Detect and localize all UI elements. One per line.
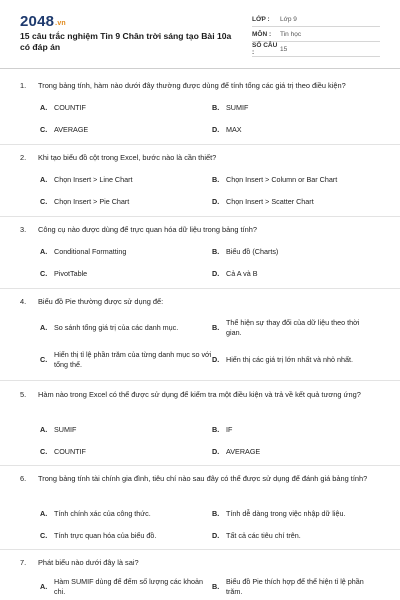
option-letter: A. <box>40 323 48 332</box>
option-text: Thể hiện sự thay đổi của dữ liệu theo thời gian. <box>226 318 360 337</box>
option-letter: A. <box>40 103 48 112</box>
question-text: Công cụ nào được dùng để trực quan hóa dữ liệu trong bảng tính? <box>38 225 257 234</box>
logo-text: 2048 <box>20 13 55 30</box>
option-text: MAX <box>226 125 242 134</box>
meta-label: SỐ CÂU : <box>252 42 278 56</box>
meta-table <box>252 12 380 57</box>
question-divider <box>0 549 400 550</box>
question-number: 1. <box>20 81 27 90</box>
question-divider <box>0 288 400 289</box>
option-text: Chọn Insert > Line Chart <box>54 175 133 184</box>
logo-suffix: .vn <box>55 20 66 27</box>
option-text: Biểu đồ (Charts) <box>226 247 279 256</box>
question-text: Biểu đồ Pie thường được sử dụng để: <box>38 297 164 306</box>
question-number: 4. <box>20 297 27 306</box>
meta-row-subject <box>252 27 380 42</box>
option-letter: D. <box>212 269 220 278</box>
option-letter: D. <box>212 355 220 364</box>
option-letter: B. <box>212 103 220 112</box>
option-text: Tính dễ dàng trong việc nhập dữ liệu. <box>226 509 346 518</box>
option-letter: A. <box>40 582 48 591</box>
meta-value: Tin học <box>280 30 302 38</box>
question-number: 5. <box>20 390 27 399</box>
option-letter: A. <box>40 247 48 256</box>
option-letter: B. <box>212 323 220 332</box>
site-logo[interactable] <box>20 13 66 30</box>
option-letter: A. <box>40 425 48 434</box>
option-text: Cả A và B <box>226 269 258 278</box>
option-letter: D. <box>212 531 220 540</box>
option-text: Hiển thị tỉ lệ phần trăm của từng danh mục so với tổng thể. <box>54 350 212 369</box>
option-text: AVERAGE <box>54 125 89 134</box>
question-text: Phát biểu nào dưới đây là sai? <box>38 558 139 567</box>
option-letter: B. <box>212 247 220 256</box>
header <box>0 0 400 66</box>
option-letter: C. <box>40 355 48 364</box>
question-text: Trong bảng tính, hàm nào dưới đây thường được dùng để tính tổng các giá trị theo điều kiện? <box>38 81 346 90</box>
option-text: Chọn Insert > Scatter Chart <box>226 197 314 206</box>
option-letter: A. <box>40 175 48 184</box>
question-divider <box>0 380 400 381</box>
option-letter: B. <box>212 582 220 591</box>
option-text: Hàm SUMIF dùng để đếm số lượng các khoản chi. <box>54 577 203 596</box>
option-text: So sánh tổng giá trị của các danh mục. <box>54 323 179 332</box>
meta-label: LỚP : <box>252 15 270 23</box>
option-text: Biểu đồ Pie thích hợp để thể hiện tỉ lệ phần trăm. <box>226 577 364 596</box>
option-text: PivotTable <box>54 269 88 278</box>
option-text: Chọn Insert > Column or Bar Chart <box>226 175 338 184</box>
option-text: SUMIF <box>54 425 77 434</box>
option-text: Conditional Formatting <box>54 247 127 256</box>
question-text: Hàm nào trong Excel có thể được sử dụng để kiểm tra một điều kiện và trả về kết quả tương ứng? <box>38 390 361 399</box>
meta-value: 15 <box>280 45 288 53</box>
option-letter: B. <box>212 175 220 184</box>
question-text: Trong bảng tính tài chính gia đình, tiêu chí nào sau đây có thể được sử dụng để đánh giá bảng tính? <box>38 474 368 483</box>
option-letter: D. <box>212 447 220 456</box>
option-letter: D. <box>212 125 220 134</box>
question-number: 2. <box>20 153 27 162</box>
option-text: Tính trực quan hóa của biểu đồ. <box>54 531 157 540</box>
question-divider <box>0 216 400 217</box>
option-text: Tất cả các tiêu chí trên. <box>226 531 301 540</box>
option-letter: C. <box>40 447 48 456</box>
option-text: COUNTIF <box>54 447 86 456</box>
option-text: Chọn Insert > Pie Chart <box>54 197 130 206</box>
question-number: 3. <box>20 225 27 234</box>
option-text: SUMIF <box>226 103 249 112</box>
meta-row-class <box>252 12 380 27</box>
meta-value: Lớp 9 <box>280 15 297 23</box>
question-number: 7. <box>20 558 27 567</box>
meta-label: MÔN : <box>252 30 272 38</box>
option-letter: C. <box>40 269 48 278</box>
question-text: Khi tạo biểu đồ cột trong Excel, bước nào là cần thiết? <box>38 153 217 162</box>
option-text: IF <box>226 425 233 434</box>
option-letter: D. <box>212 197 220 206</box>
option-letter: C. <box>40 197 48 206</box>
question-divider <box>0 144 400 145</box>
header-divider <box>0 68 400 69</box>
option-letter: A. <box>40 509 48 518</box>
option-letter: B. <box>212 509 220 518</box>
option-text: Hiển thị các giá trị lớn nhất và nhỏ nhất. <box>226 355 353 364</box>
option-text: COUNTIF <box>54 103 86 112</box>
question-divider <box>0 465 400 466</box>
option-letter: C. <box>40 125 48 134</box>
document-title: 15 câu trắc nghiệm Tin 9 Chân trời sáng tạo Bài 10a có đáp án <box>20 31 232 52</box>
option-text: Tính chính xác của công thức. <box>54 509 151 518</box>
option-letter: B. <box>212 425 220 434</box>
option-text: AVERAGE <box>226 447 261 456</box>
meta-row-count <box>252 42 380 57</box>
option-letter: C. <box>40 531 48 540</box>
question-number: 6. <box>20 474 27 483</box>
